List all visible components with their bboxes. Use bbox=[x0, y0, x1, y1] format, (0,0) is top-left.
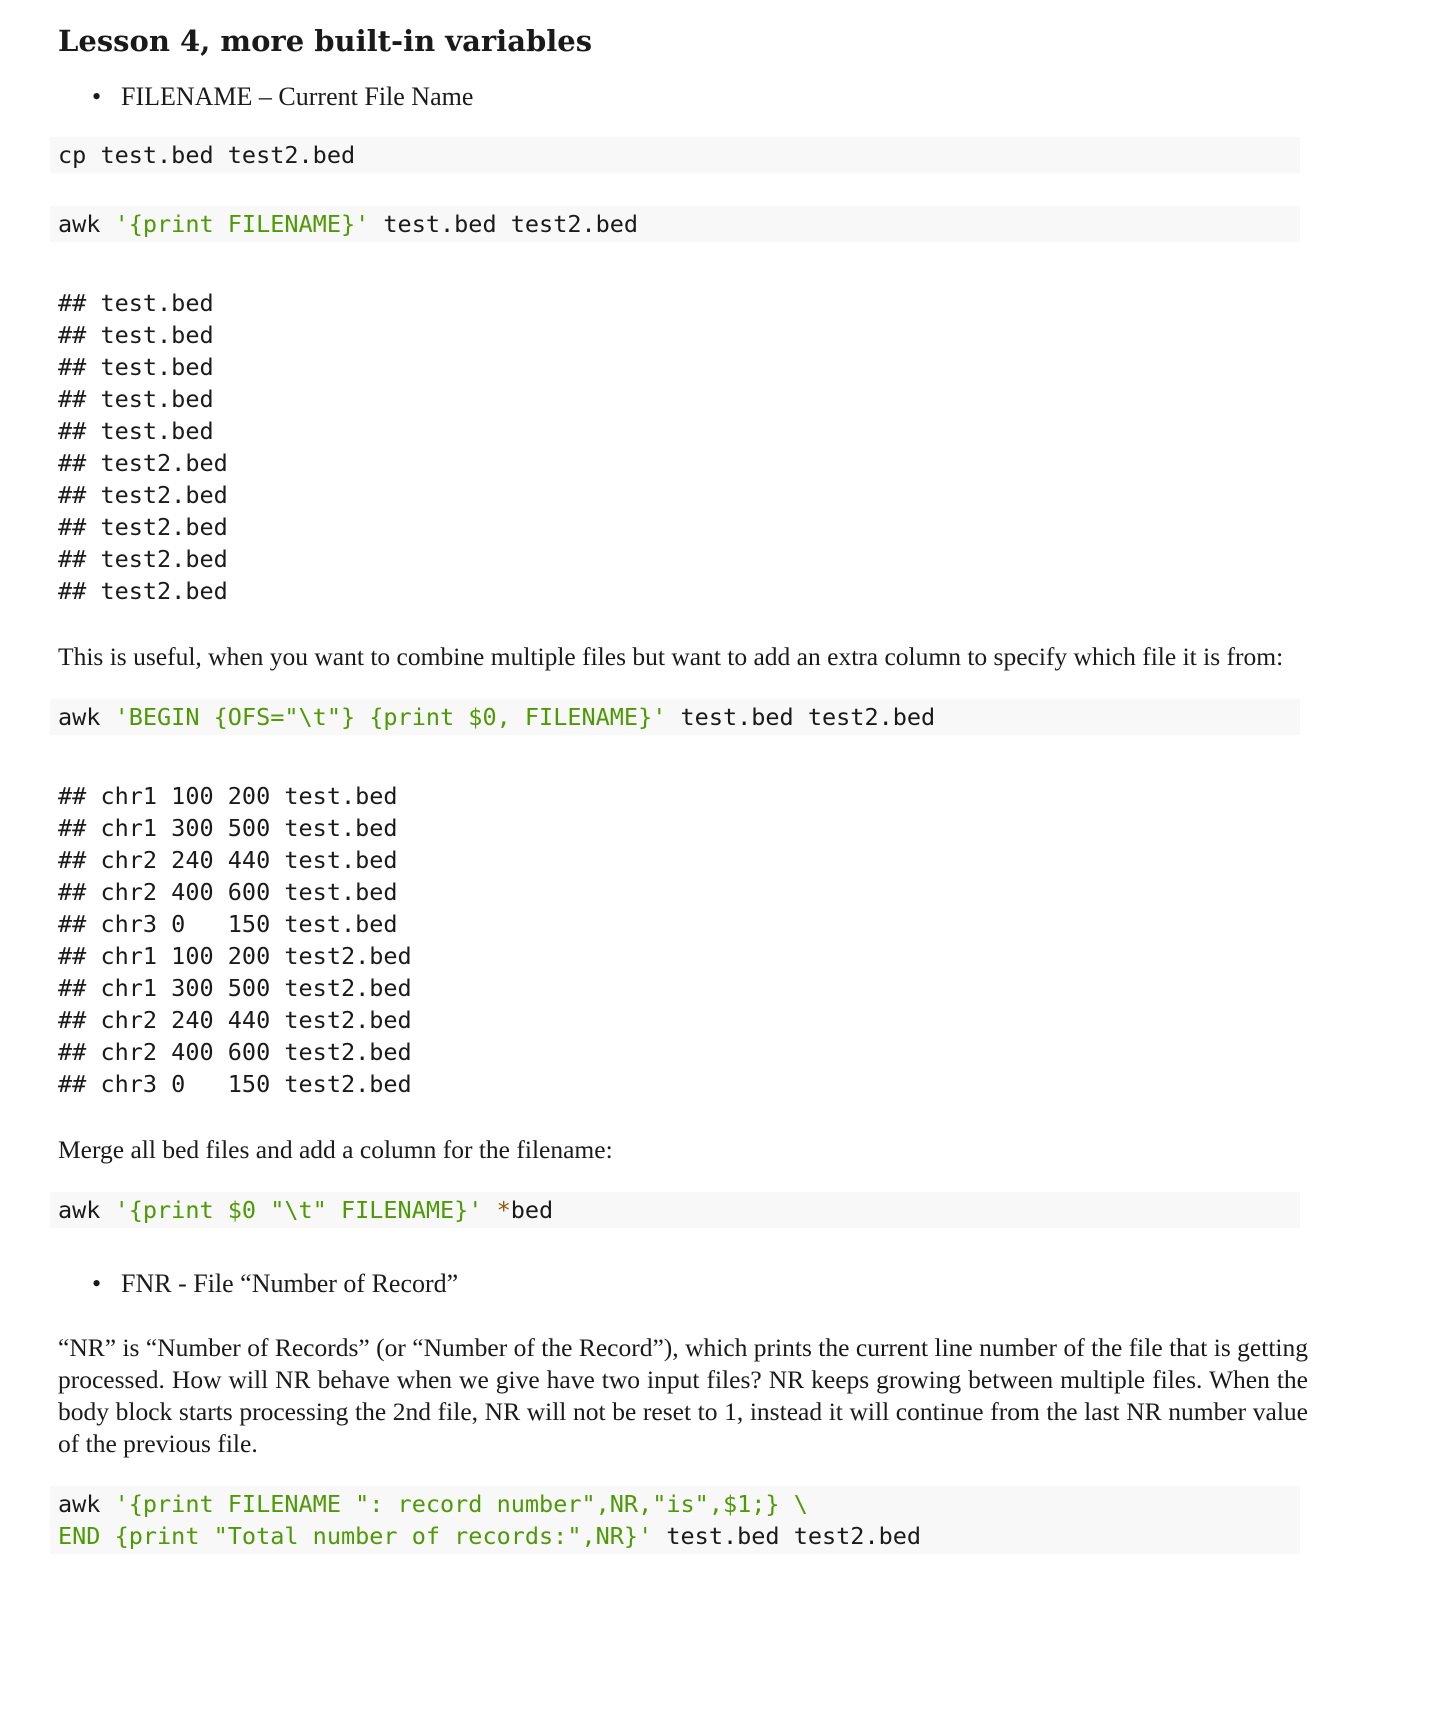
code-block-awk-nr[interactable] bbox=[50, 1486, 1300, 1554]
output-line: ## test2.bed bbox=[58, 448, 228, 477]
code-string: 'BEGIN {OFS="\t"} {print $0, FILENAME}' bbox=[114, 702, 667, 731]
output-line: ## chr2 400 600 test.bed bbox=[58, 877, 398, 906]
bullet-filename: • FILENAME – Current File Name bbox=[121, 77, 1308, 117]
code-string-line2: END {print "Total number of records:",NR}' bbox=[58, 1521, 653, 1550]
code-args: test.bed test2.bed bbox=[666, 702, 936, 731]
output-line: ## test.bed bbox=[58, 320, 214, 349]
code-args: test.bed test2.bed bbox=[652, 1521, 922, 1550]
output-line: ## test2.bed bbox=[58, 480, 228, 509]
lesson-heading: Lesson 4, more built-in variables bbox=[58, 24, 593, 58]
output-line: ## chr2 240 440 test.bed bbox=[58, 845, 398, 874]
code-cp-text: cp test.bed test2.bed bbox=[58, 140, 356, 169]
paragraph-nr-explanation: “NR” is “Number of Records” (or “Number of the Record”), which prints the current line number of the file that is getting processed. How will NR behave when we give have two input files? NR keeps growing between multiple files. When the body block starts processing the 2nd file, NR will not be reset to 1, instead it will continue from the last NR number value of the previous file. bbox=[58, 1332, 1308, 1458]
document-page bbox=[58, 18, 1308, 1554]
output-line: ## test2.bed bbox=[58, 544, 228, 573]
bullet-list-filename bbox=[58, 77, 1308, 117]
code-block-awk-filename[interactable] bbox=[50, 206, 1300, 242]
output-line: ## test.bed bbox=[58, 384, 214, 413]
code-cmd: awk bbox=[58, 209, 115, 238]
code-block-cp[interactable] bbox=[50, 137, 1300, 173]
output-line: ## test.bed bbox=[58, 416, 214, 445]
code-cmd: awk bbox=[58, 1195, 115, 1224]
code-cmd: awk bbox=[58, 1489, 115, 1518]
output-line: ## chr2 240 440 test2.bed bbox=[58, 1005, 412, 1034]
output-line: ## chr1 100 200 test2.bed bbox=[58, 941, 412, 970]
output-line: ## chr1 100 200 test.bed bbox=[58, 781, 398, 810]
output-block-filename bbox=[58, 287, 1308, 607]
output-block-ofs bbox=[58, 780, 1308, 1100]
code-string-line1: '{print FILENAME ": record number",NR,"is",$1;} \ bbox=[114, 1489, 808, 1518]
output-line: ## chr3 0 150 test.bed bbox=[58, 909, 398, 938]
paragraph-merge: Merge all bed files and add a column for the filename: bbox=[58, 1134, 613, 1164]
paragraph-combine-files: This is useful, when you want to combine multiple files but want to add an extra column to specify which file it is from: bbox=[58, 641, 1284, 671]
bullet-fnr: • FNR - File “Number of Record” bbox=[121, 1264, 1308, 1304]
code-space bbox=[482, 1196, 496, 1224]
code-glob-operator: * bbox=[496, 1195, 511, 1224]
bullet-list-fnr bbox=[58, 1264, 1308, 1304]
output-line: ## chr2 400 600 test2.bed bbox=[58, 1037, 412, 1066]
output-line: ## test.bed bbox=[58, 288, 214, 317]
output-line: ## test2.bed bbox=[58, 512, 228, 541]
code-args: bed bbox=[510, 1195, 554, 1224]
output-line: ## chr1 300 500 test.bed bbox=[58, 813, 398, 842]
code-args: test.bed test2.bed bbox=[369, 209, 639, 238]
output-line: ## test2.bed bbox=[58, 576, 228, 605]
code-cmd: awk bbox=[58, 702, 115, 731]
output-line: ## chr1 300 500 test2.bed bbox=[58, 973, 412, 1002]
code-string: '{print FILENAME}' bbox=[114, 209, 370, 238]
code-string: '{print $0 "\t" FILENAME}' bbox=[114, 1195, 483, 1224]
code-block-awk-ofs[interactable] bbox=[50, 699, 1300, 735]
output-line: ## test.bed bbox=[58, 352, 214, 381]
output-line: ## chr3 0 150 test2.bed bbox=[58, 1069, 412, 1098]
code-block-awk-merge[interactable] bbox=[50, 1192, 1300, 1228]
